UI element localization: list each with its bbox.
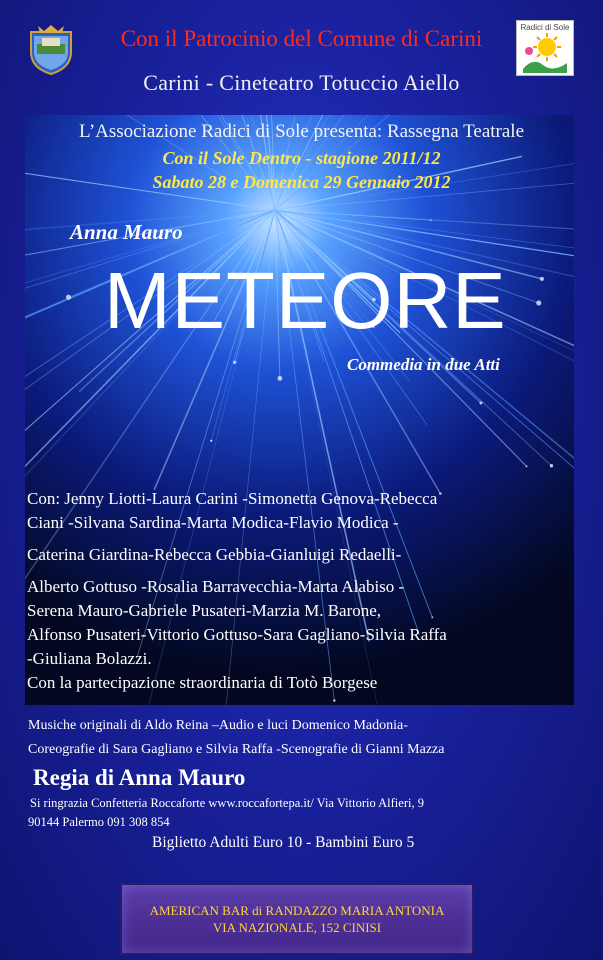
- light-ray: [275, 210, 440, 494]
- cast-line: Caterina Giardina-Rebecca Gebbia-Gianluigi Redaelli-: [27, 545, 402, 564]
- light-spark: [66, 295, 71, 300]
- cast-line: Con la partecipazione straordinaria di Totò Borgese: [27, 673, 378, 692]
- cast-line: Serena Mauro-Gabriele Pusateri-Marzia M. Barone,: [27, 601, 382, 620]
- light-spark: [526, 465, 528, 467]
- venue-heading: Carini - Cineteatro Totuccio Aiello: [143, 70, 460, 95]
- cast-list: [27, 487, 577, 695]
- light-spark: [540, 277, 544, 281]
- patrocinio-heading: Con il Patrocinio del Comune di Carini: [120, 26, 483, 51]
- logo-label: Radici di Sole: [520, 23, 570, 32]
- date-line: Sabato 28 e Domenica 29 Gennaio 2012: [152, 172, 451, 192]
- choreography-credits: Coreografie di Sara Gagliano e Silvia Raffa -Scenografie di Gianni Mazza: [28, 742, 445, 757]
- thanks-line: Si ringrazia Confetteria Roccaforte www.roccafortepa.it/ Via Vittorio Alfieri, 9: [30, 796, 424, 810]
- radici-di-sole-logo-icon: [516, 20, 574, 76]
- cast-line: Ciani -Silvana Sardina-Marta Modica-Flavio Modica -: [27, 513, 399, 532]
- light-spark: [210, 440, 212, 442]
- light-spark: [333, 699, 336, 702]
- director-credit: Regia di Anna Mauro: [33, 765, 246, 790]
- music-credits: Musiche originali di Aldo Reina –Audio e luci Domenico Madonia-: [28, 718, 408, 733]
- sponsor-box: [120, 883, 474, 955]
- cast-line: Con: Jenny Liotti-Laura Carini -Simonetta Genova-Rebecca: [27, 489, 438, 508]
- light-spark: [550, 464, 553, 467]
- sponsor-address: VIA NAZIONALE, 152 CINISI: [212, 920, 382, 935]
- sponsor-name: AMERICAN BAR di RANDAZZO MARIA ANTONIA: [149, 903, 445, 918]
- rassegna-line: Con il Sole Dentro - stagione 2011/12: [162, 148, 441, 168]
- cast-line: Alfonso Pusateri-Vittorio Gottuso-Sara Gagliano-Silvia Raffa: [27, 625, 447, 644]
- cast-line: Alberto Gottuso -Rosalia Barravecchia-Marta Alabiso -: [27, 577, 405, 596]
- show-title: [104, 256, 507, 346]
- associazione-line: L’Associazione Radici di Sole presenta: Rassegna Teatrale: [78, 121, 525, 142]
- ticket-prices: Biglietto Adulti Euro 10 - Bambini Euro 5: [152, 834, 415, 851]
- show-subtitle: Commedia in due Atti: [347, 355, 500, 374]
- address-line: 90144 Palermo 091 308 854: [28, 815, 170, 829]
- light-spark: [536, 300, 541, 305]
- cast-line: -Giuliana Bolazzi.: [27, 649, 152, 668]
- author-name: Anna Mauro: [70, 220, 183, 244]
- light-spark: [277, 376, 282, 381]
- show-title-text: METEORE: [104, 256, 507, 345]
